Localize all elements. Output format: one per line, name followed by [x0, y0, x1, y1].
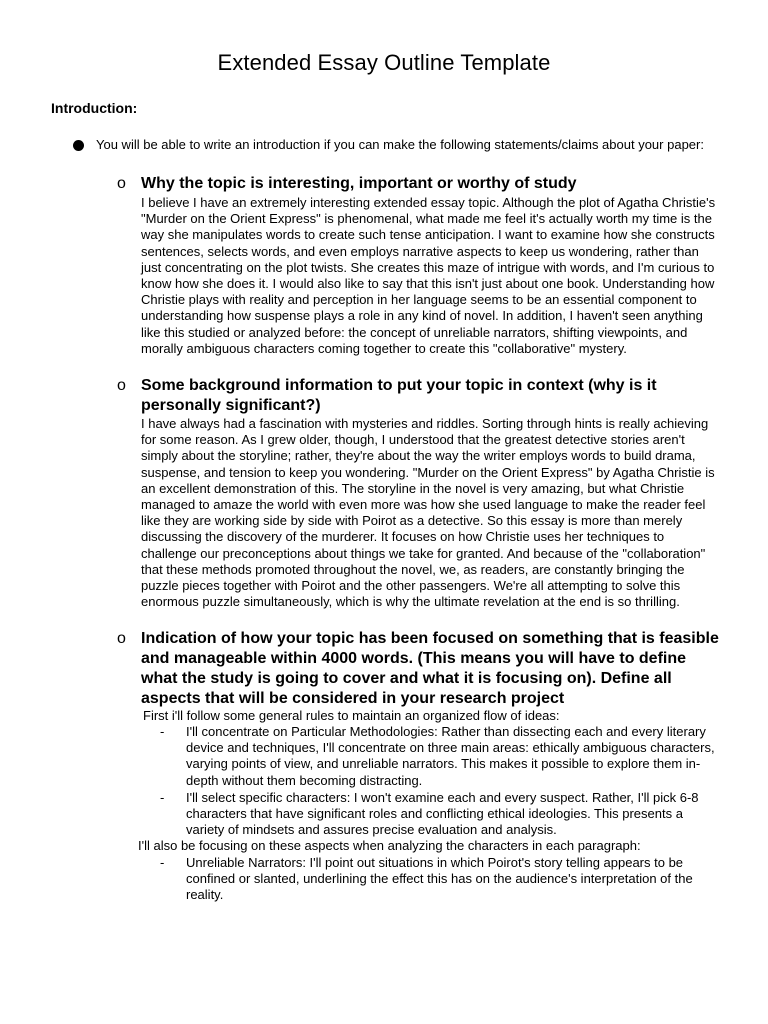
page-title: Extended Essay Outline Template — [217, 50, 551, 75]
list-item-text: Unreliable Narrators: I'll point out situations in which Poirot's story telling appears to be confined or slanted, underlining the effect this has on the audience's interpretation of the reality. — [186, 855, 693, 903]
list-item-text: I'll select specific characters: I won't examine each and every suspect. Rather, I'll pick 6-8 characters that have significant roles and conflicting ethical ideologies. This presents a variety of mindsets and assures precise evaluation and analysis. — [186, 790, 699, 838]
section-heading: Some background information to put your topic in context (why is it personally significant?) — [141, 377, 657, 414]
bullet-text: You will be able to write an introduction if you can make the following statements/claims about your paper: — [96, 137, 704, 152]
list-item-text: I'll concentrate on Particular Methodologies: Rather than dissecting each and every literary device and techniques, I'll concentrate on three main areas: ethically ambiguous characters, varying points of view, and unreliable narrators. This makes it possible to explore them in-depth without them becoming distracting. — [186, 724, 715, 788]
section-heading: Why the topic is interesting, important or worthy of study — [141, 175, 577, 192]
circle-bullet-icon: o — [117, 630, 126, 647]
section-body: I have always had a fascination with mysteries and riddles. Sorting through hints is really achieving for some reason. As I grew older, though, I understood that the greatest detective stories aren't simply about the storyline; rather, they're about the way the writer employs words to build drama, suspense, and tension to keep you wondering. "Murder on the Orient Express" by Agatha Christie is an excellent demonstration of this. The storyline in the novel is very amazing, but what Christie managed to amaze the world with even more was how she used language to make the reader feel like they are working side by side with Poirot as a detective. So this essay is more than merely discussing the discovery of the murderer. It focuses on how Christie uses her techniques to challenge our preconceptions about things we take for granted. And because of the "collaboration" that these methods promoted throughout the novel, we, as readers, are constantly bringing the puzzle pieces together with Poirot and the other passengers. We're all attempting to solve this enormous puzzle simultaneously, which is why the ultimate revelation at the end is so thrilling. — [141, 416, 715, 610]
circle-bullet-icon: o — [117, 175, 126, 192]
dash-marker: - — [160, 790, 165, 805]
section-body: I believe I have an extremely interesting extended essay topic. Although the plot of Agatha Christie's "Murder on the Orient Express" is phenomenal, what made me feel it's actually worth my time is the way she manipulates words to create such tense anticipation. I want to examine how she constructs sentences, selects words, and even employs narrative aspects to keep us wondering, rather than just concentrating on the plot twists. She creates this maze of intrigue with words, and I'm curious to know how she does it. I would also like to say that this isn't just about one book. Understanding how Christie plays with reality and perception in her language seems to be an essential component to understanding how suspense plays a role in any kind of novel. In addition, I haven't seen anything like this studied or analyzed before: the concept of unreliable narrators, shifting viewpoints, and morally ambiguous characters coming together to create this "collaborative" mystery. — [141, 195, 716, 356]
introduction-heading: Introduction: — [51, 100, 138, 116]
rules-intro: First i'll follow some general rules to maintain an organized flow of ideas: — [143, 708, 560, 723]
focus-intro: I'll also be focusing on these aspects when analyzing the characters in each paragraph: — [138, 838, 641, 853]
dash-marker: - — [160, 724, 165, 739]
bullet-dot-icon — [73, 140, 84, 151]
dash-marker: - — [160, 855, 165, 870]
section-heading: Indication of how your topic has been focused on something that is feasible and manageable within 4000 words. (This means you will have to define what the study is going to cover and what it is focusing on). Define all aspects that will be considered in your research project — [141, 630, 719, 707]
circle-bullet-icon: o — [117, 377, 126, 394]
